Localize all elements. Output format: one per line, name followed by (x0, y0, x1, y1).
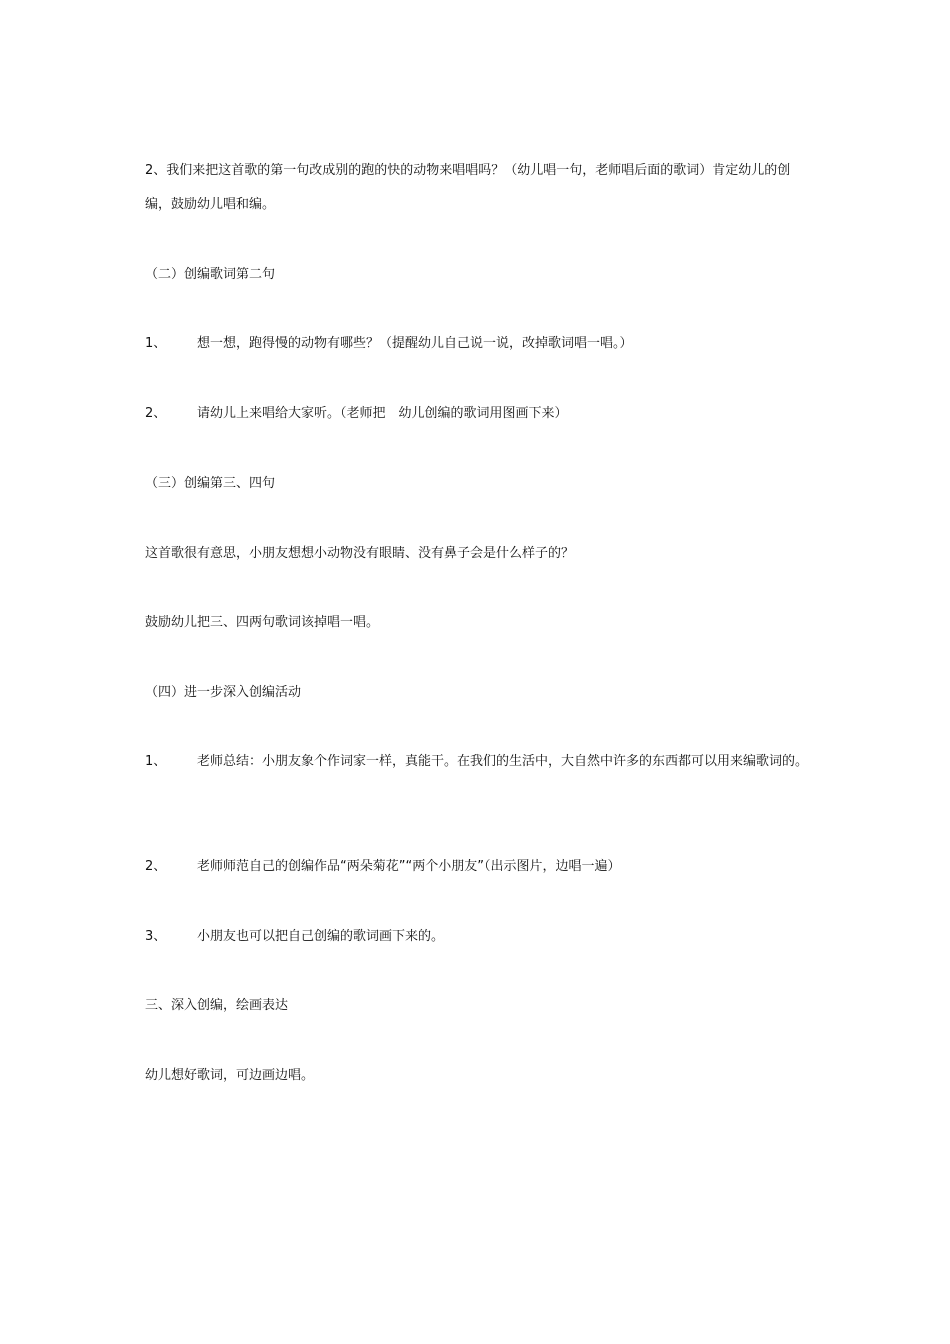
list-item-4-3 (145, 920, 810, 954)
list-item-text: 想一想，跑得慢的动物有哪些？（提醒幼儿自己说一说，改掉歌词唱一唱。） (197, 336, 633, 351)
paragraph-section-3-1: 这首歌很有意思，小朋友想想小动物没有眼睛、没有鼻子会是什么样子的？ (145, 546, 575, 561)
list-item-text: 请幼儿上来唱给大家听。（老师把 幼儿创编的歌词用图画下来） (197, 406, 568, 421)
heading-part-3: 三、深入创编，绘画表达 (145, 998, 289, 1013)
list-item-2-2 (145, 397, 810, 431)
list-item-4-2 (145, 850, 810, 884)
list-item-number: 1、 (145, 336, 167, 351)
heading-section-4: （四）进一步深入创编活动 (145, 685, 302, 700)
heading-section-3: （三）创编第三、四句 (145, 476, 276, 491)
list-item-2-1 (145, 327, 810, 361)
list-item-number: 2、 (145, 859, 167, 874)
list-item-number: 1、 (145, 754, 167, 769)
paragraph-section-3-2: 鼓励幼儿把三、四两句歌词该掉唱一唱。 (145, 615, 380, 630)
list-item-text: 老师师范自己的创编作品“两朵菊花”“两个小朋友”（出示图片，边唱一遍） (197, 859, 621, 874)
list-item-number: 2、 (145, 406, 167, 421)
list-item-4-1 (145, 745, 810, 779)
list-item-text: 小朋友也可以把自己创编的歌词画下来的。 (197, 929, 445, 944)
paragraph-closing: 幼儿想好歌词，可边画边唱。 (145, 1068, 315, 1083)
list-item-text: 老师总结：小朋友象个作词家一样，真能干。在我们的生活中，大自然中许多的东西都可以用来编歌词的。 (197, 754, 809, 769)
list-item-number: 3、 (145, 929, 167, 944)
paragraph-step-2: 2、我们来把这首歌的第一句改成别的跑的快的动物来唱唱吗？（幼儿唱一句，老师唱后面的歌词）肯定幼儿的创编，鼓励幼儿唱和编。 (145, 163, 791, 212)
heading-section-2: （二）创编歌词第二句 (145, 267, 276, 282)
